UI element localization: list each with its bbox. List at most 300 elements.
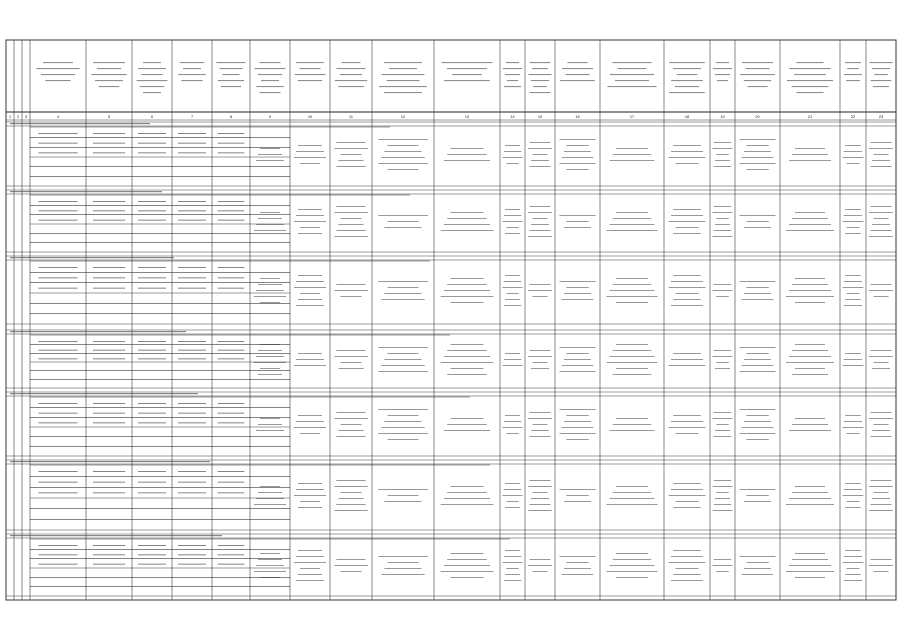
cell-text-mark (506, 501, 519, 502)
header-column-number: 12 (400, 115, 406, 119)
cell-text-mark (530, 350, 551, 351)
cell-text-mark (298, 507, 322, 508)
cell-text-mark (38, 267, 77, 268)
cell-text-mark (341, 424, 362, 425)
header-column-number: 16 (575, 115, 580, 119)
cell-text-mark (296, 281, 324, 282)
cell-text-mark (562, 427, 594, 428)
cell-text-mark (260, 577, 280, 578)
cell-text-mark (528, 418, 552, 419)
cell-text-mark (566, 287, 589, 288)
cell-text-mark (713, 565, 733, 566)
header-text-mark (844, 74, 862, 75)
section-subtitle-mark (30, 261, 430, 262)
cell-text-mark (566, 495, 589, 496)
cell-text-mark (138, 288, 166, 289)
cell-text-mark (789, 565, 831, 566)
cell-text-mark (616, 486, 648, 487)
header-column-number: 7 (190, 115, 194, 119)
cell-text-mark (740, 215, 776, 216)
cell-text-mark (746, 145, 769, 146)
header-column-number: 11 (349, 115, 353, 119)
header-column-number: 2 (16, 115, 20, 119)
cell-text-mark (298, 483, 322, 484)
cell-text-mark (336, 230, 365, 231)
cell-text-mark (792, 374, 828, 375)
cell-text-mark (444, 565, 490, 566)
cell-text-mark (296, 305, 324, 306)
cell-text-mark (38, 201, 77, 202)
cell-text-mark (388, 439, 419, 440)
header-text-mark (295, 74, 326, 75)
cell-text-mark (93, 545, 125, 546)
cell-text-mark (38, 422, 77, 423)
cell-text-mark (447, 284, 487, 285)
cell-text-mark (566, 221, 589, 222)
header-text-mark (221, 86, 241, 87)
cell-text-mark (566, 562, 589, 563)
cell-text-mark (531, 224, 549, 225)
cell-text-mark (713, 510, 733, 511)
cell-text-mark (606, 362, 657, 363)
cell-text-mark (444, 160, 490, 161)
cell-text-mark (744, 568, 771, 569)
cell-text-mark (676, 227, 699, 228)
cell-text-mark (254, 362, 286, 363)
cell-text-mark (744, 501, 771, 502)
header-text-mark (335, 80, 367, 81)
cell-text-mark (669, 221, 706, 222)
cell-text-mark (451, 212, 484, 213)
cell-text-mark (566, 145, 589, 146)
cell-text-mark (786, 504, 834, 505)
cell-text-mark (795, 368, 825, 369)
cell-text-mark (300, 568, 320, 569)
cell-text-mark (533, 571, 548, 572)
cell-text-mark (504, 359, 522, 360)
cell-text-mark (447, 559, 487, 560)
cell-text-mark (451, 368, 484, 369)
cell-text-mark (792, 284, 828, 285)
cell-text-mark (671, 489, 703, 490)
cell-text-mark (218, 422, 245, 423)
header-text-mark (797, 62, 824, 63)
cell-text-mark (786, 230, 834, 231)
cell-text-mark (341, 571, 362, 572)
cell-text-mark (381, 427, 424, 428)
cell-text-mark (845, 353, 861, 354)
cell-text-mark (384, 151, 421, 152)
header-text-mark (340, 74, 362, 75)
section-subtitle-mark (30, 539, 510, 540)
section-bars (10, 123, 510, 540)
header-text-mark (532, 68, 548, 69)
cell-text-mark (444, 430, 490, 431)
cell-text-mark (441, 504, 494, 505)
table-header (6, 112, 896, 120)
cell-text-mark (504, 305, 522, 306)
cell-text-mark (378, 139, 428, 140)
cell-text-mark (254, 230, 286, 231)
header-text-mark (874, 74, 888, 75)
cell-text-mark (845, 145, 861, 146)
cell-text-mark (671, 151, 703, 152)
cell-text-mark (874, 218, 889, 219)
cell-text-mark (613, 424, 651, 425)
cell-text-mark (505, 574, 520, 575)
cell-text-mark (384, 568, 421, 569)
cell-text-mark (138, 413, 166, 414)
cell-text-mark (341, 218, 362, 219)
header-column-number: 19 (720, 115, 725, 119)
header-column-number: 8 (229, 115, 233, 119)
header-column-number: 21 (807, 115, 813, 119)
cell-text-mark (742, 157, 774, 158)
cell-text-mark (673, 233, 701, 234)
section-title-mark (10, 257, 174, 258)
cell-text-mark (845, 415, 861, 416)
cell-text-mark (38, 350, 77, 351)
cell-text-mark (795, 344, 825, 345)
cell-text-mark (869, 565, 893, 566)
header-text-mark (528, 74, 551, 75)
cell-text-mark (506, 433, 519, 434)
cell-text-mark (178, 422, 206, 423)
cell-text-mark (673, 209, 701, 210)
header-column-number: 14 (510, 115, 515, 119)
cell-text-mark (258, 559, 282, 560)
header-text-mark (259, 92, 280, 93)
cell-text-mark (845, 507, 861, 508)
cell-text-mark (178, 143, 206, 144)
header-text-mark (43, 62, 73, 63)
cell-text-mark (334, 148, 368, 149)
header-text-mark (259, 62, 280, 63)
cell-text-mark (874, 296, 889, 297)
cell-text-mark (256, 290, 284, 291)
header-text-mark (794, 74, 826, 75)
cell-text-mark (528, 148, 552, 149)
cell-text-mark (298, 209, 322, 210)
cell-text-mark (218, 341, 245, 342)
cell-text-mark (872, 368, 890, 369)
cell-text-mark (872, 498, 890, 499)
cell-text-mark (844, 580, 862, 581)
header-column-number: 5 (107, 115, 111, 119)
cell-text-mark (673, 507, 701, 508)
header-text-mark (222, 74, 239, 75)
cell-text-mark (847, 163, 860, 164)
cell-text-mark (38, 482, 77, 483)
cell-text-mark (218, 267, 245, 268)
cell-text-mark (93, 413, 125, 414)
cell-text-mark (716, 296, 729, 297)
cell-text-mark (610, 498, 655, 499)
header-column-number: 10 (307, 115, 313, 119)
cell-text-mark (258, 374, 282, 375)
header-text-mark (673, 68, 701, 69)
header-text-mark (740, 74, 775, 75)
cell-text-mark (294, 287, 326, 288)
cell-text-mark (606, 296, 657, 297)
cell-text-mark (378, 409, 428, 410)
cell-text-mark (93, 133, 125, 134)
cell-text-mark (218, 210, 245, 211)
cell-text-mark (742, 365, 774, 366)
cell-text-mark (218, 482, 245, 483)
header-text-mark (181, 80, 202, 81)
cell-text-mark (504, 151, 522, 152)
cell-text-mark (714, 436, 732, 437)
cell-text-mark (843, 221, 864, 222)
cell-text-mark (740, 433, 776, 434)
cell-text-mark (844, 556, 862, 557)
header-column-number: 18 (684, 115, 690, 119)
cell-text-mark (384, 359, 421, 360)
cell-text-mark (447, 424, 487, 425)
cell-text-mark (560, 139, 596, 140)
header-text-mark (746, 68, 770, 69)
cell-text-mark (564, 293, 591, 294)
cell-text-mark (792, 559, 828, 560)
cell-text-mark (505, 233, 520, 234)
cell-text-mark (378, 163, 428, 164)
header-column-number: 13 (464, 115, 470, 119)
cell-text-mark (378, 281, 428, 282)
cell-text-mark (298, 574, 322, 575)
cell-text-mark (296, 359, 324, 360)
cell-text-mark (610, 565, 655, 566)
cell-text-mark (38, 220, 77, 221)
cell-text-mark (38, 288, 77, 289)
cell-text-mark (789, 498, 831, 499)
cell-text-mark (138, 358, 166, 359)
header-text-mark (504, 86, 521, 87)
cell-text-mark (93, 210, 125, 211)
cell-text-mark (178, 545, 206, 546)
cell-text-mark (845, 275, 861, 276)
cell-text-mark (505, 145, 520, 146)
cell-text-mark (378, 556, 428, 557)
cell-text-mark (138, 220, 166, 221)
header-text-mark (610, 74, 654, 75)
cell-text-mark (610, 224, 655, 225)
cell-text-mark (616, 344, 648, 345)
cell-text-mark (715, 368, 730, 369)
cell-text-mark (451, 418, 484, 419)
cell-text-mark (334, 236, 368, 237)
header-column-number: 3 (24, 115, 28, 119)
header-text-mark (562, 68, 593, 69)
cell-text-mark (218, 220, 245, 221)
cell-text-mark (294, 157, 326, 158)
cell-text-mark (795, 553, 825, 554)
cell-text-mark (742, 574, 774, 575)
header-text-mark (503, 68, 522, 69)
cell-text-mark (746, 495, 769, 496)
cell-text-mark (671, 421, 703, 422)
cell-text-mark (844, 215, 862, 216)
cell-text-mark (795, 577, 825, 578)
header-text-mark (389, 68, 417, 69)
cell-text-mark (451, 344, 484, 345)
header-text-mark (869, 62, 892, 63)
cell-text-mark (792, 218, 828, 219)
cell-text-mark (874, 571, 889, 572)
cell-text-mark (506, 227, 519, 228)
cell-text-mark (610, 430, 655, 431)
header-text-mark (216, 62, 245, 63)
header-text-mark (747, 86, 767, 87)
cell-text-mark (388, 287, 419, 288)
cell-text-mark (138, 482, 166, 483)
cell-text-mark (178, 350, 206, 351)
header-text-mark (715, 74, 730, 75)
cell-text-mark (441, 571, 494, 572)
cell-text-mark (444, 290, 490, 291)
cell-text-mark (530, 142, 551, 143)
cell-text-mark (746, 353, 769, 354)
cell-text-mark (673, 574, 701, 575)
cell-text-mark (296, 556, 324, 557)
cell-text-mark (716, 362, 729, 363)
cell-text-mark (138, 201, 166, 202)
cell-text-mark (669, 427, 706, 428)
cell-text-mark (566, 169, 589, 170)
cell-text-mark (260, 368, 280, 369)
cell-text-mark (616, 302, 648, 303)
cell-text-mark (786, 571, 834, 572)
cell-text-mark (869, 236, 893, 237)
cell-text-mark (533, 296, 548, 297)
cell-text-mark (676, 293, 699, 294)
cell-text-mark (256, 160, 284, 161)
header-text-mark (845, 62, 861, 63)
cell-text-mark (256, 356, 284, 357)
cell-text-mark (714, 284, 732, 285)
cell-text-mark (258, 492, 282, 493)
header-text-mark (137, 80, 168, 81)
cell-text-mark (260, 212, 280, 213)
header-text-mark (442, 62, 493, 63)
cell-text-mark (378, 215, 428, 216)
cell-text-mark (560, 371, 596, 372)
cell-text-mark (795, 418, 825, 419)
cell-text-mark (676, 568, 699, 569)
cell-text-mark (451, 553, 484, 554)
cell-text-mark (378, 371, 428, 372)
cell-text-mark (533, 424, 548, 425)
cell-text-mark (178, 220, 206, 221)
cell-text-mark (740, 163, 776, 164)
cell-text-mark (714, 230, 732, 231)
header-text-mark (178, 74, 206, 75)
cell-text-mark (178, 413, 206, 414)
section-subtitle-mark (30, 465, 490, 466)
cell-text-mark (296, 580, 324, 581)
cell-text-mark (93, 201, 125, 202)
cell-text-mark (714, 206, 732, 207)
cell-text-mark (713, 148, 733, 149)
cell-text-mark (845, 550, 861, 551)
cell-text-mark (566, 415, 589, 416)
cell-text-mark (296, 489, 324, 490)
section-subtitle-mark (30, 195, 410, 196)
header-text-mark (183, 68, 201, 69)
header-text-mark (560, 80, 595, 81)
cell-text-mark (533, 218, 548, 219)
header-text-mark (607, 86, 656, 87)
cell-text-mark (260, 302, 280, 303)
cell-text-mark (258, 350, 282, 351)
cell-text-mark (298, 275, 322, 276)
cell-text-mark (336, 480, 365, 481)
cell-text-mark (338, 368, 363, 369)
cell-text-mark (528, 290, 552, 291)
cell-text-mark (138, 471, 166, 472)
header-text-mark (531, 80, 549, 81)
cell-text-mark (531, 160, 549, 161)
cell-text-mark (715, 498, 730, 499)
cell-text-mark (93, 288, 125, 289)
header-text-mark (299, 68, 320, 69)
cell-text-mark (38, 492, 77, 493)
cell-text-mark (384, 421, 421, 422)
cell-text-mark (218, 288, 245, 289)
cell-text-mark (338, 430, 363, 431)
cell-text-mark (560, 433, 596, 434)
cell-text-mark (260, 148, 280, 149)
cell-text-mark (528, 356, 552, 357)
cell-text-mark (138, 403, 166, 404)
cell-text-mark (38, 341, 77, 342)
cell-text-mark (673, 483, 701, 484)
header-text-mark (141, 74, 162, 75)
cell-text-mark (566, 439, 589, 440)
header-numbers (9, 115, 883, 119)
cell-text-mark (258, 424, 282, 425)
cell-text-mark (505, 353, 520, 354)
cell-text-mark (560, 347, 596, 348)
section-title-mark (10, 461, 210, 462)
cell-text-mark (673, 275, 701, 276)
cell-text-mark (671, 556, 703, 557)
cell-text-mark (338, 160, 363, 161)
cell-text-mark (294, 427, 326, 428)
cell-text-mark (93, 220, 125, 221)
cell-text-mark (336, 504, 365, 505)
cell-text-mark (528, 565, 552, 566)
cell-text-mark (530, 284, 551, 285)
cell-text-mark (218, 277, 245, 278)
header-text-mark (792, 86, 829, 87)
cell-text-mark (384, 227, 421, 228)
cell-text-mark (38, 413, 77, 414)
cell-text-mark (562, 365, 594, 366)
cell-text-mark (669, 562, 706, 563)
cell-text-mark (844, 151, 862, 152)
cell-text-mark (713, 212, 733, 213)
cell-text-mark (714, 480, 732, 481)
header-text-mark (45, 80, 70, 81)
cell-text-mark (178, 564, 206, 565)
cell-text-mark (258, 154, 282, 155)
section-subtitle-mark (30, 335, 450, 336)
cell-text-mark (381, 365, 424, 366)
cell-text-mark (218, 545, 245, 546)
cell-text-mark (341, 492, 362, 493)
header-text-mark (140, 86, 164, 87)
